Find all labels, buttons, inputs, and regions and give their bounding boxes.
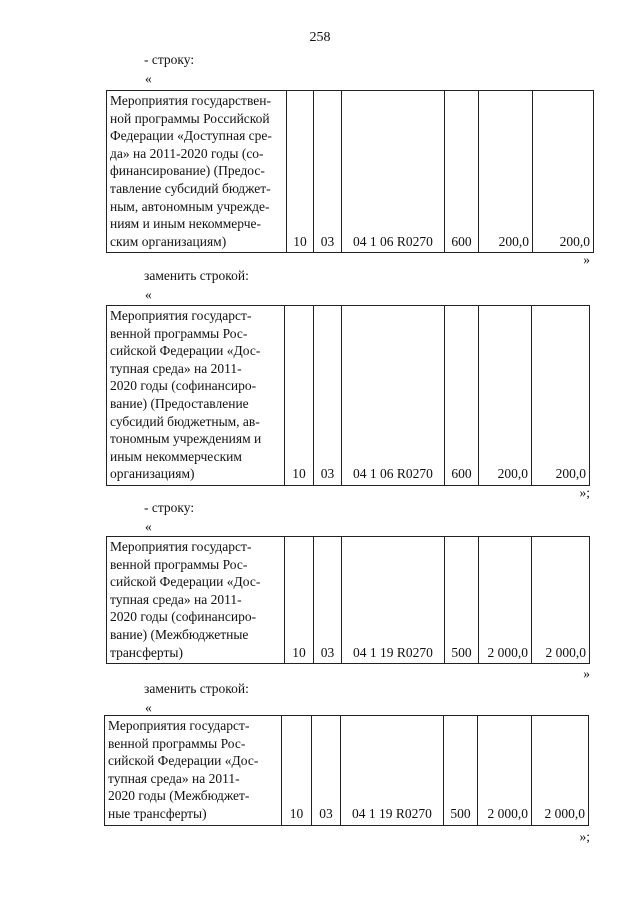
budget-row-table <box>106 536 590 664</box>
close-quote: »; <box>579 829 590 844</box>
expense-type-cell: 500 <box>445 537 479 664</box>
row-name-line: ным, автономным учрежде- <box>110 198 270 214</box>
row-name-line: Мероприятия государст- <box>110 539 252 554</box>
row-name-line: ные трансферты) <box>108 805 207 821</box>
row-name-cell <box>105 716 282 826</box>
section-code-cell: 10 <box>282 716 312 826</box>
row-name-line: субсидий бюджетным, ав- <box>110 413 260 429</box>
table-row <box>105 716 589 826</box>
amount-cell: 2 000,0 <box>478 716 532 826</box>
row-name-line: венной программы Рос- <box>110 556 248 572</box>
page-number: 258 <box>309 30 331 45</box>
subsection-code-cell: 03 <box>314 537 342 664</box>
row-name-line: да» на 2011-2020 годы (со- <box>110 145 264 161</box>
row-name-line: тономным учреждениям и <box>110 431 262 447</box>
row-name-cell <box>107 537 285 664</box>
subsection-code-cell: 03 <box>314 91 342 253</box>
budget-row-table <box>104 715 589 826</box>
target-article-cell: 04 1 06 R0270 <box>342 306 445 486</box>
amount-cell: 2 000,0 <box>532 537 590 664</box>
target-article-cell: 04 1 06 R0270 <box>342 91 445 253</box>
open-quote: « <box>145 700 152 715</box>
row-name-cell <box>107 306 285 486</box>
amount-cell: 2 000,0 <box>479 537 532 664</box>
row-name-line: тупная среда» на 2011- <box>110 360 242 376</box>
open-quote: « <box>145 287 152 302</box>
row-name-line: сийской Федерации «Дос- <box>110 343 261 359</box>
budget-row-table <box>106 305 590 486</box>
row-name-line: 2020 годы (софинансиро- <box>110 378 257 394</box>
open-quote: « <box>145 71 152 86</box>
target-article-cell: 04 1 19 R0270 <box>342 537 445 664</box>
row-name-line: 2020 годы (Межбюджет- <box>108 788 250 804</box>
expense-type-cell: 500 <box>444 716 478 826</box>
row-name-line: ниям и иным некоммерче- <box>110 216 261 232</box>
table-row <box>107 91 594 253</box>
row-name-line: Мероприятия государст- <box>108 718 250 733</box>
row-name-line: финансирование) (Предос- <box>110 163 265 179</box>
intro-text: заменить строкой: <box>144 268 249 283</box>
intro-text: заменить строкой: <box>144 681 249 696</box>
row-name-line: ной программы Российской <box>110 110 270 126</box>
open-quote: « <box>145 519 152 534</box>
row-name-line: организациям) <box>110 466 195 482</box>
row-name-line: Мероприятия государствен- <box>110 93 271 108</box>
row-name-line: 2020 годы (софинансиро- <box>110 609 257 625</box>
expense-type-cell: 600 <box>445 306 479 486</box>
intro-text: - строку: <box>144 500 195 515</box>
row-name-line: трансферты) <box>110 644 183 660</box>
row-name-line: сийской Федерации «Дос- <box>108 753 259 769</box>
row-name-cell <box>107 91 287 253</box>
subsection-code-cell: 03 <box>312 716 341 826</box>
amount-cell: 200,0 <box>479 91 533 253</box>
row-name-line: вание) (Межбюджетные <box>110 626 249 642</box>
row-name-line: сийской Федерации «Дос- <box>110 574 261 590</box>
amount-cell: 200,0 <box>533 91 594 253</box>
budget-row-table <box>106 90 594 253</box>
row-name-line: венной программы Рос- <box>110 325 248 341</box>
subsection-code-cell: 03 <box>314 306 342 486</box>
amount-cell: 2 000,0 <box>532 716 589 826</box>
row-name-line: тупная среда» на 2011- <box>108 770 240 786</box>
row-name-line: Федерации «Доступная сре- <box>110 128 272 144</box>
amount-cell: 200,0 <box>532 306 590 486</box>
close-quote: » <box>583 252 590 267</box>
section-code-cell: 10 <box>285 537 314 664</box>
row-name-line: ским организациям) <box>110 233 227 249</box>
close-quote: »; <box>579 485 590 500</box>
row-name-line: тавление субсидий бюджет- <box>110 180 271 196</box>
table-row <box>107 537 590 664</box>
intro-text: - строку: <box>144 52 195 67</box>
table-row <box>107 306 590 486</box>
row-name-line: тупная среда» на 2011- <box>110 591 242 607</box>
row-name-line: венной программы Рос- <box>108 735 246 751</box>
expense-type-cell: 600 <box>445 91 479 253</box>
section-code-cell: 10 <box>287 91 314 253</box>
row-name-line: иным некоммерческим <box>110 448 242 464</box>
row-name-line: вание) (Предоставление <box>110 395 249 411</box>
section-code-cell: 10 <box>285 306 314 486</box>
target-article-cell: 04 1 19 R0270 <box>341 716 444 826</box>
close-quote: » <box>583 666 590 681</box>
amount-cell: 200,0 <box>479 306 532 486</box>
row-name-line: Мероприятия государст- <box>110 308 252 323</box>
